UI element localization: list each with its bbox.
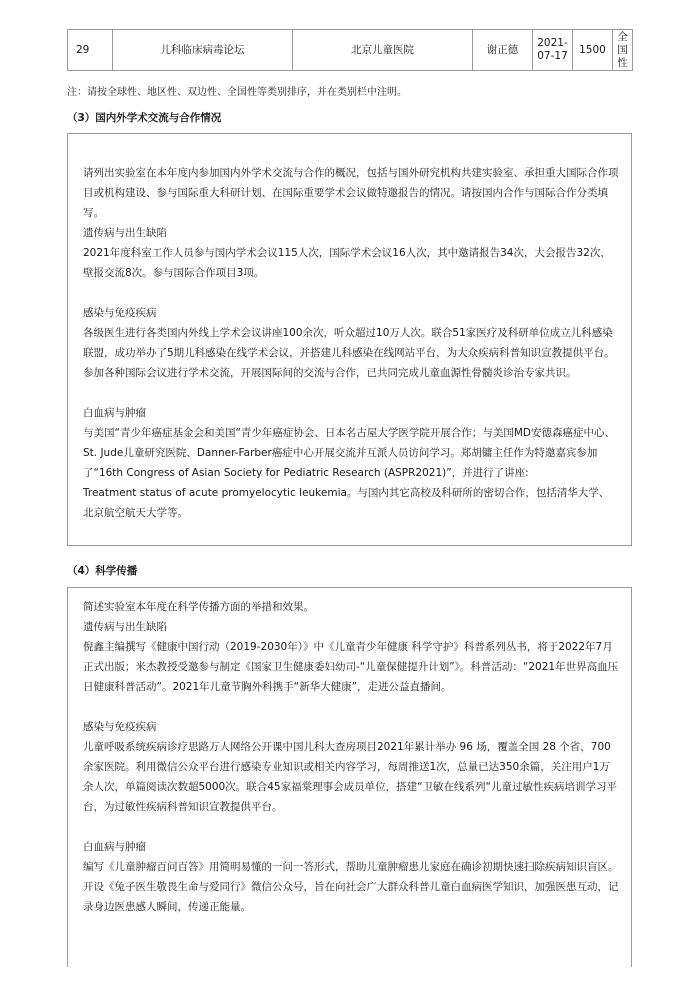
leukemia-text-4: Treatment status of acute promyelocytic leukemia。与国内其它高校及科研所的密切合作，包括清华大学、北京航空航天大学等。 (83, 487, 610, 519)
attendance-count: 1500 (573, 30, 613, 71)
leukemia-title: 白血病与肿瘤 (83, 407, 146, 419)
organizer: 北京儿童医院 (293, 30, 473, 71)
table-row (68, 30, 633, 71)
row-index: 29 (68, 30, 113, 71)
leukemia-text: 编写《儿童肿瘤百问百答》用简明易懂的一问一答形式，帮助儿童肿瘤患儿家庭在确诊初期快速扫除疾病知识盲区。开设《兔子医生敬畏生命与爱同行》微信公众号，旨在向社会广大群众科普儿童白血病医学知识，加强医患互动，记录身边医患感人瞬间，传递正能量。 (83, 861, 619, 913)
leukemia-text-1: 与美国“青少年癌症基金会和美国“青少年癌症协会、日本名古屋大学医学院开展合作；与美国MD安德森癌症中心、 (83, 427, 616, 439)
conference-scope: 全国性 (613, 30, 633, 71)
conference-table (67, 29, 633, 71)
section-3-heading: （3）国内外学术交流与合作情况 (67, 112, 222, 124)
genetic-text: 倪鑫主编撰写《健康中国行动（2019-2030年）》中《儿童青少年健康 科学守护》科普系列丛书，将于2022年7月正式出版；米杰教授受邀参与制定《国家卫生健康委妇幼司-“儿童保健提升计划”》。科普活动：“2021年世界高血压日健康科普活动”。2021年儿童节胸外科携手“新华大健康”，走进公益直播间。 (83, 641, 619, 693)
section-4-intro: 简述实验室本年度在科学传播方面的举措和效果。 (83, 601, 314, 613)
conference-date: 2021-07-17 (533, 30, 573, 71)
section-4-heading: （4）科学传播 (67, 565, 138, 577)
leukemia-title: 白血病与肿瘤 (83, 841, 146, 853)
leukemia-text-3: 了“16th Congress of Asian Society for Pediatric Research (ASPR2021)”，并进行了讲座: (83, 467, 529, 479)
genetic-title: 遗传病与出生缺陷 (83, 227, 167, 239)
genetic-title: 遗传病与出生缺陷 (83, 621, 167, 633)
leukemia-text-2: St. Jude儿童研究医院、Danner-Farber癌症中心开展交流并互派人员访问学习。郑胡镛主任作为特邀嘉宾参加 (83, 447, 598, 459)
infection-title: 感染与免疫疾病 (83, 307, 157, 319)
section-4-box (67, 587, 632, 967)
section-3-box (67, 133, 632, 546)
infection-text: 儿童呼吸系统疾病诊疗思路万人网络公开课中国儿科大查房项目2021年累计举办 96 场，覆盖全国 28 个省，700 余家医院。利用微信公众平台进行感染专业知识或相关内容学习，每周推送1次，总量已达350余篇，关注用户1万余人次，单篇阅读次数超5000次。联合45家福棠理事会成员单位，搭建“卫敏在线系列“儿童过敏性疾病培训学习平台，为过敏性疾病科普知识宣教提供平台。 (83, 741, 617, 813)
conference-name: 儿科临床病毒论坛 (113, 30, 293, 71)
section-3-intro: 请列出实验室在本年度内参加国内外学术交流与合作的概况，包括与国外研究机构共建实验室、承担重大国际合作项目或机构建设、参与国际重大科研计划、在国际重要学术会议做特邀报告的情况。请按国内合作与国际合作分类填写。 (83, 167, 619, 219)
infection-text: 各级医生进行各类国内外线上学术会议讲座100余次，听众超过10万人次。联合51家医疗及科研单位成立儿科感染联盟，成功举办了5期儿科感染在线学术会议，并搭建儿科感染在线网站平台，为大众疾病科普知识宣教提供平台。参加各种国际会议进行学术交流，开展国际间的交流与合作，已共同完成儿童血源性骨髓炎诊治专家共识。 (83, 327, 615, 379)
infection-title: 感染与免疫疾病 (83, 721, 157, 733)
contact-person: 谢正德 (473, 30, 533, 71)
table-note: 注：请按全球性、地区性、双边性、全国性等类别排序，并在类别栏中注明。 (67, 87, 407, 98)
genetic-text: 2021年度科室工作人员参与国内学术会议115人次，国际学术会议16人次，其中邀请报告34次，大会报告32次，壁报交流8次。参与国际合作项目3项。 (83, 247, 611, 279)
